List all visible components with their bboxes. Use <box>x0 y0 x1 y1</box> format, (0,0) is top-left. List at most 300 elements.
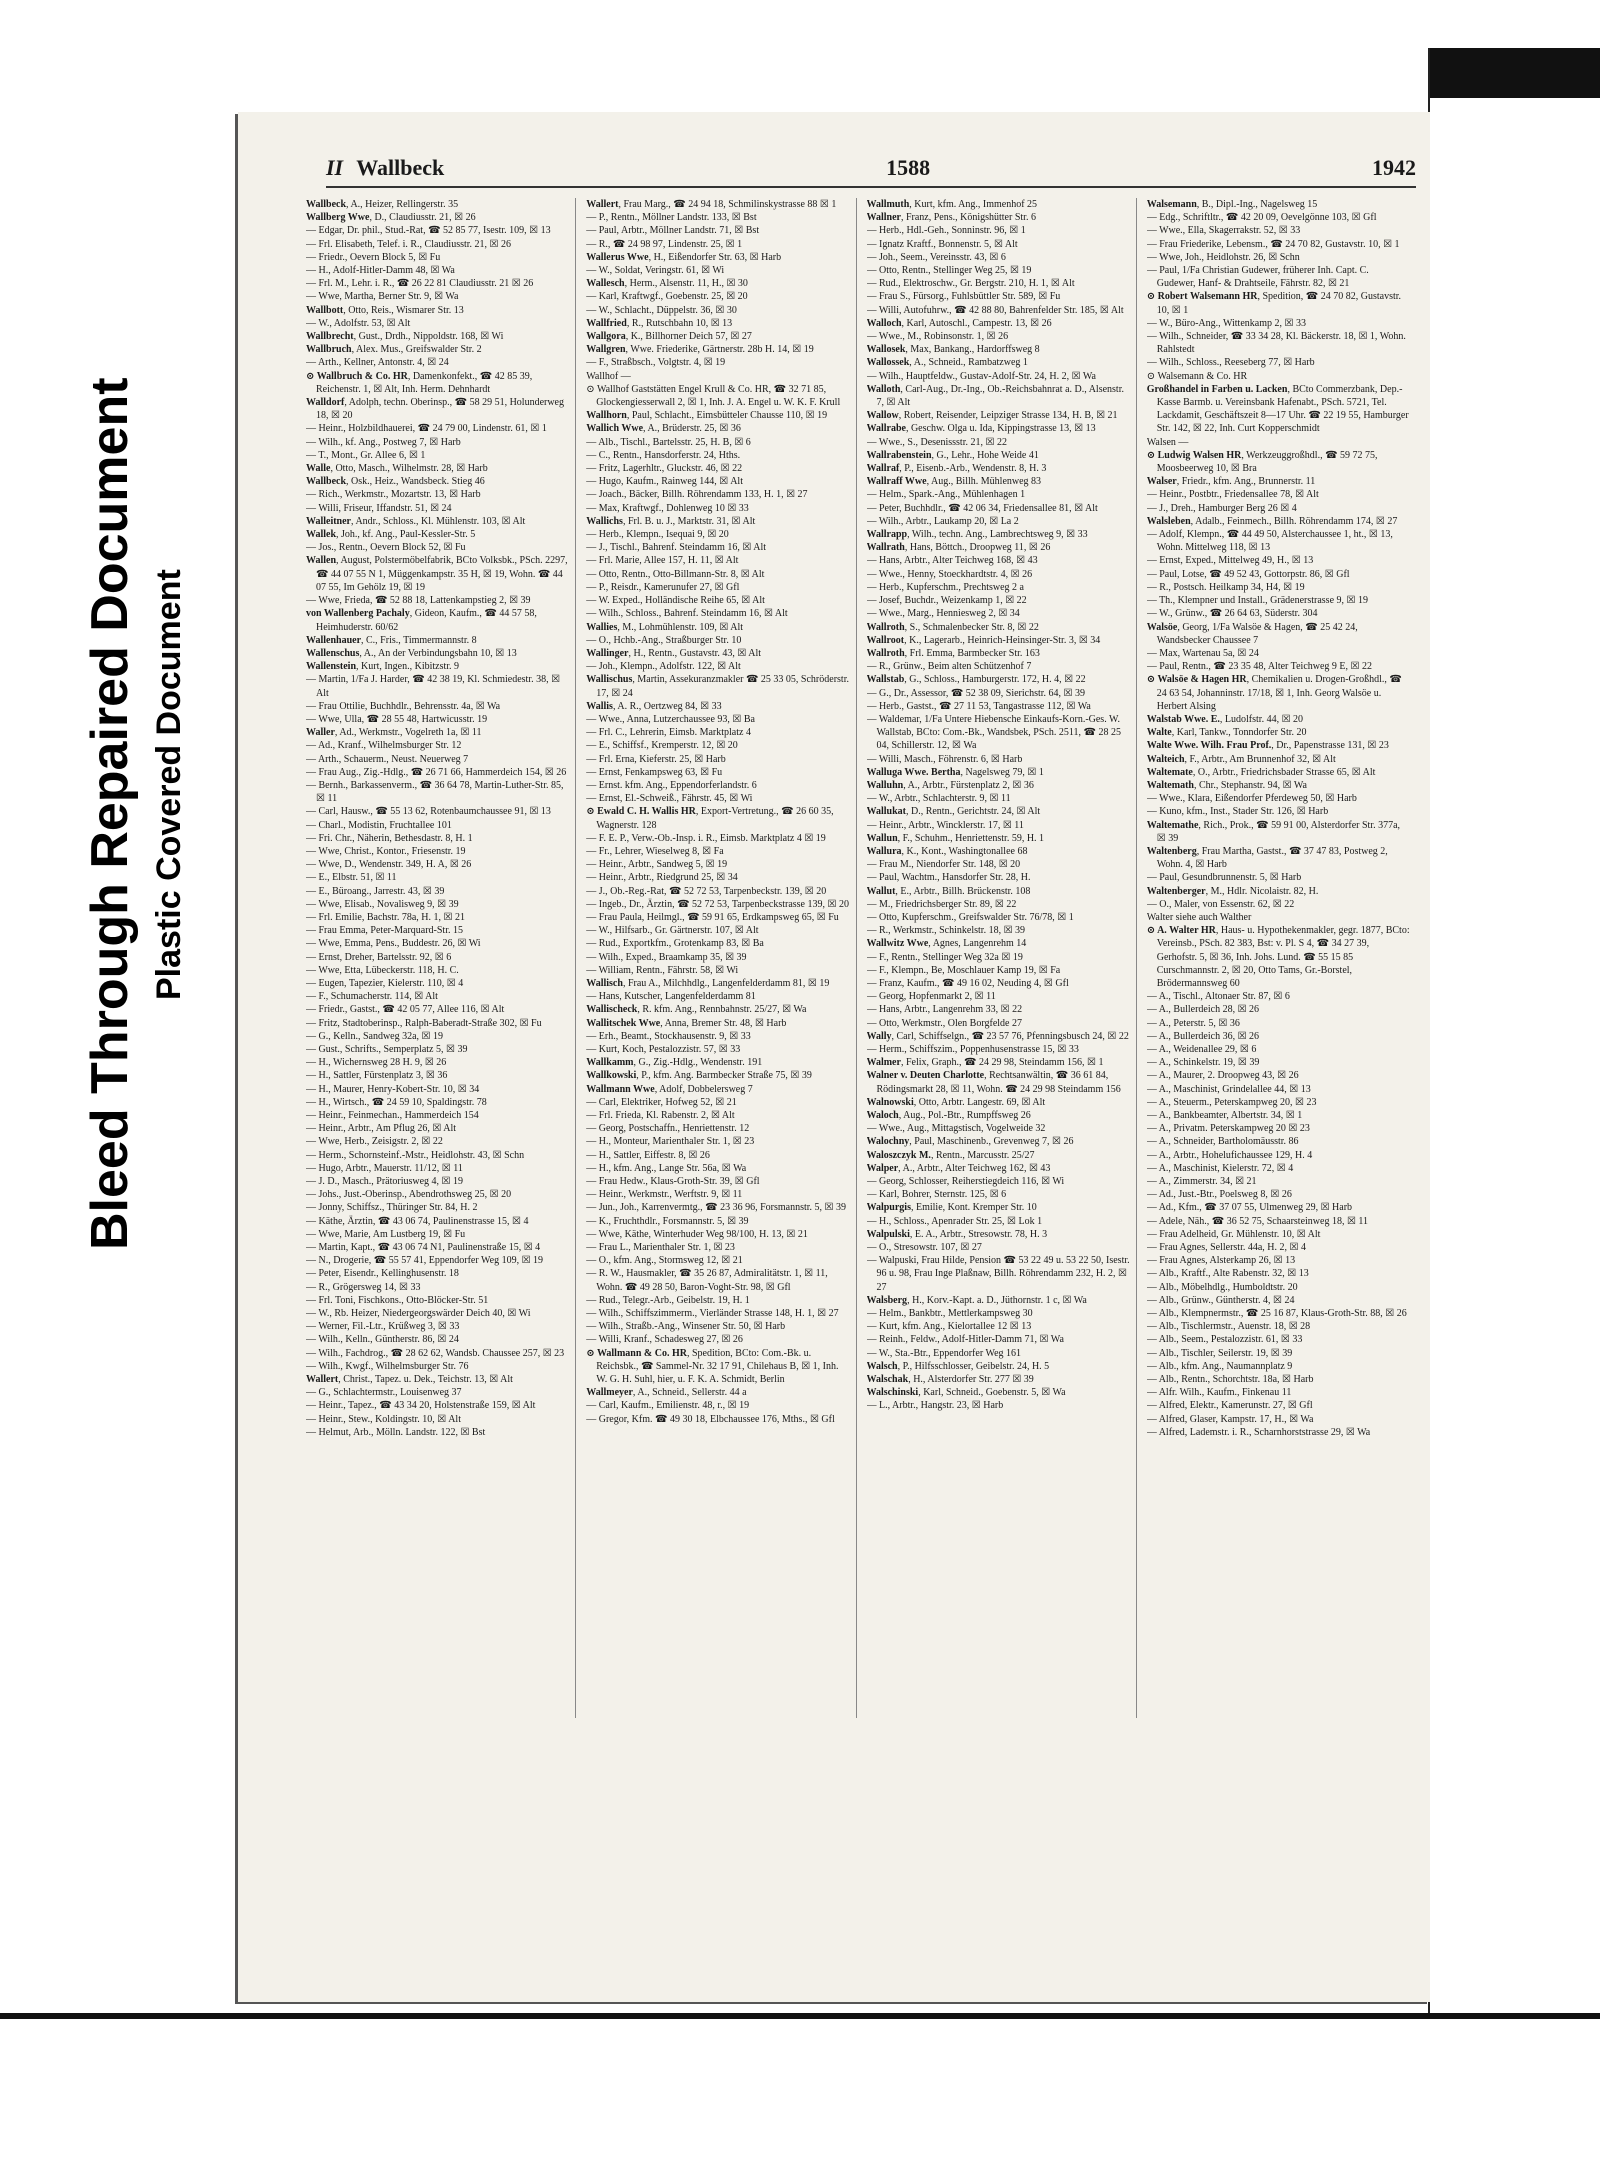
directory-entry: Walte Wwe. Wilh. Frau Prof., Dr., Papenstrasse 131, ☒ 23 <box>1146 740 1389 752</box>
directory-entry: — Otto, Rentn., Stellinger Weg 25, ☒ 19 <box>866 265 1032 277</box>
directory-entry: — Herb., Klempn., Isequai 9, ☒ 20 <box>586 529 729 541</box>
directory-entry: Wallenstein, Kurt, Ingen., Kibitzstr. 9 <box>306 661 460 673</box>
directory-entry: — Peter, Eisendr., Kellinghusenstr. 18 <box>306 1268 459 1280</box>
directory-entry: — Ad., Just.-Btr., Poelsweg 8, ☒ 26 <box>1146 1189 1292 1201</box>
directory-entry: — Paul, Lotse, ☎ 49 52 43, Gottorpstr. 86, ☒ Gfl <box>1146 568 1350 580</box>
directory-entry: — Wwe, Marie, Am Lustberg 19, ☒ Fu <box>306 1228 466 1240</box>
directory-entry: — G., Kelln., Sandweg 32a, ☒ 19 <box>306 1030 444 1042</box>
directory-entry: Walschinski, Karl, Schneid., Goebenstr. 5, ☒ Wa <box>866 1387 1066 1399</box>
directory-entry: — Willi, Friseur, Iffandstr. 51, ☒ 24 <box>306 502 452 514</box>
directory-entry: — Wwe., Henny, Stoeckhardtstr. 4, ☒ 26 <box>866 568 1033 580</box>
directory-entry: — Wwe., Ella, Skagerrakstr. 52, ☒ 33 <box>1146 225 1301 237</box>
directory-page <box>238 112 1430 2002</box>
directory-entry: — J., Tischl., Bahrenf. Steindamm 16, ☒ Alt <box>586 542 767 554</box>
directory-entry: — Herm., Schornsteinf.-Mstr., Heidlohstr. 43, ☒ Schn <box>306 1149 525 1161</box>
directory-entry: — Alfred, Lademstr. i. R., Scharnhorststrasse 29, ☒ Wa <box>1146 1426 1371 1438</box>
directory-entry: — H., Monteur, Marienthaler Str. 1, ☒ 23 <box>586 1136 755 1148</box>
directory-entry: — Edgar, Dr. phil., Stud.-Rat, ☎ 52 85 77, Isestr. 109, ☒ 13 <box>306 225 551 237</box>
directory-entry: — Otto, Werkmstr., Olen Borgfelde 27 <box>866 1017 1022 1029</box>
directory-entry: Wallgora, K., Billhorner Deich 57, ☒ 27 <box>586 331 752 343</box>
directory-entry: Wallesch, Herm., Alsenstr. 11, H., ☒ 30 <box>586 278 748 290</box>
directory-entry: — Carl, Kaufm., Emilienstr. 48, r., ☒ 19 <box>586 1400 750 1412</box>
directory-entry: — H., Wirtsch., ☎ 24 59 10, Spaldingstr. 78 <box>306 1096 487 1108</box>
directory-entry: — Wwe, D., Wendenstr. 349, H. A, ☒ 26 <box>306 859 472 871</box>
directory-entry: — Georg, Schlosser, Reiherstiegdeich 116, ☒ Wi <box>866 1176 1065 1188</box>
directory-entry: Wallkamm, G., Zig.-Hdlg., Wendenstr. 191 <box>586 1057 763 1069</box>
directory-entry: — Wwe., Klara, Eißendorfer Pferdeweg 50, ☒ Harb <box>1146 793 1357 805</box>
directory-entry: — William, Rentn., Fährstr. 58, ☒ Wi <box>586 964 739 976</box>
directory-entry: Wallek, Joh., kf. Ang., Paul-Kessler-Str. 5 <box>306 529 476 541</box>
directory-entry: — Karl, Bohrer, Sternstr. 125, ☒ 6 <box>866 1189 1007 1201</box>
directory-entry: Wallgren, Wwe. Friederike, Gärtnerstr. 28b H. 14, ☒ 19 <box>586 344 814 356</box>
directory-entry: — H., Schloss., Apenrader Str. 25, ☒ Lok 1 <box>866 1215 1043 1227</box>
directory-entry: — Heinr., Postbtr., Friedensallee 78, ☒ Alt <box>1146 489 1319 501</box>
directory-entry: — T., Mont., Gr. Allee 6, ☒ 1 <box>306 449 426 461</box>
directory-entry: — Frau Agnes, Alsterkamp 26, ☒ 13 <box>1146 1255 1296 1267</box>
directory-entry: — W., Büro-Ang., Wittenkamp 2, ☒ 33 <box>1146 317 1306 329</box>
directory-entry: — H., Wichernsweg 28 H. 9, ☒ 26 <box>306 1057 447 1069</box>
directory-entry: — Wwe, Etta, Lübeckerstr. 118, H. C. <box>306 964 459 976</box>
directory-entry: Waller, Ad., Werkmstr., Vogelreth 1a, ☒ 11 <box>306 727 482 739</box>
column-3 <box>867 198 1137 1718</box>
running-head-name: Wallbeck <box>356 155 445 180</box>
directory-entry: — Alb., Rentn., Schorchtstr. 18a, ☒ Harb <box>1146 1374 1314 1386</box>
directory-entry: — Martin, Kapt., ☎ 43 06 74 N1, Paulinenstraße 15, ☒ 4 <box>306 1242 541 1254</box>
directory-entry: — Wwe, Herb., Zeisigstr. 2, ☒ 22 <box>306 1136 443 1148</box>
directory-entry: — Wwe., Marg., Henniesweg 2, ☒ 34 <box>866 608 1020 620</box>
directory-entry: Wallbruch, Alex. Mus., Greifswalder Str. 2 <box>306 344 482 356</box>
directory-entry: — A., Tischl., Altonaer Str. 87, ☒ 6 <box>1146 991 1290 1003</box>
directory-entry: Wallura, K., Kont., Washingtonallee 68 <box>866 845 1028 857</box>
directory-entry: — Josef, Buchdr., Weizenkamp 1, ☒ 22 <box>866 595 1027 607</box>
directory-entry: Wallert, Frau Marg., ☎ 24 94 18, Schmilinskystrasse 88 ☒ 1 <box>586 199 837 210</box>
directory-entry: Wallhorn, Paul, Schlacht., Eimsbütteler Chausse 110, ☒ 19 <box>586 410 828 422</box>
directory-entry: — Frau Agnes, Sellerstr. 44a, H. 2, ☒ 4 <box>1146 1242 1306 1254</box>
directory-entry: ⊙ Walsöe & Hagen HR, Chemikalien u. Drogen-Großhdl., ☎ 24 63 54, Johanninstr. 17/18, ☒ 1, Inh. Georg Walsöe u. Herbert Alsing <box>1146 674 1402 712</box>
directory-entry: — Joach., Bäcker, Billh. Röhrendamm 133, H. 1, ☒ 27 <box>586 489 808 501</box>
directory-entry: — Fri. Chr., Näherin, Bethesdastr. 8, H. 1 <box>306 832 473 844</box>
directory-entry: Wallstab, G., Schloss., Hamburgerstr. 172, H. 4, ☒ 22 <box>866 674 1086 686</box>
directory-entry: Walstab Wwe. E., Ludolfstr. 44, ☒ 20 <box>1146 713 1304 725</box>
directory-entry: Wallert, Christ., Tapez. u. Dek., Teichstr. 13, ☒ Alt <box>306 1374 513 1386</box>
directory-entry: — Alb., Grünw., Güntherstr. 4, ☒ 24 <box>1146 1294 1295 1306</box>
directory-entry: Wallow, Robert, Reisender, Leipziger Strasse 134, H. B, ☒ 21 <box>866 410 1118 422</box>
directory-entry: — W., Soldat, Veringstr. 61, ☒ Wi <box>586 265 725 277</box>
directory-entry: Walsch, P., Hilfsschlosser, Geibelstr. 24, H. 5 <box>866 1360 1050 1372</box>
page-header <box>326 150 1416 188</box>
directory-entry: — W., Rb. Heizer, Niedergeorgswärder Deich 40, ☒ Wi <box>306 1308 531 1320</box>
directory-entry: — Edg., Schriftltr., ☎ 42 20 09, Oevelgönne 103, ☒ Gfl <box>1146 212 1377 224</box>
directory-entry: — Willi, Masch., Föhrenstr. 6, ☒ Harb <box>866 753 1023 765</box>
directory-entry: — Heinr., Arbtr., Wincklerstr. 17, ☒ 11 <box>866 819 1024 831</box>
directory-entry: — Jos., Rentn., Oevern Block 52, ☒ Fu <box>306 542 466 554</box>
directory-entry: — Heinr., Werkmstr., Werftstr. 9, ☒ 11 <box>586 1189 743 1201</box>
directory-entry: — Frl. Elisabeth, Telef. i. R., Claudiusstr. 21, ☒ 26 <box>306 238 512 250</box>
directory-entry: Walluga Wwe. Bertha, Nagelsweg 79, ☒ 1 <box>866 766 1044 778</box>
directory-entry: — A., Steuerm., Peterskampweg 20, ☒ 23 <box>1146 1096 1317 1108</box>
directory-entry: — Carl, Elektriker, Hofweg 52, ☒ 21 <box>586 1096 737 1108</box>
directory-entry: — H., Sattler, Eiffestr. 8, ☒ 26 <box>586 1149 710 1161</box>
directory-entry: — A., Bullerdeich 28, ☒ 26 <box>1146 1004 1260 1016</box>
directory-entry: — O., Stresowstr. 107, ☒ 27 <box>866 1242 982 1254</box>
directory-entry: — Max, Wartenau 5a, ☒ 24 <box>1146 647 1259 659</box>
directory-entry: Wallis, A. R., Oertzweg 84, ☒ 33 <box>586 700 722 712</box>
directory-entry: — Alb., kfm. Ang., Naumannplatz 9 <box>1146 1360 1293 1372</box>
directory-entry: Walsen — <box>1146 436 1189 448</box>
directory-entry: ⊙ Ewald C. H. Wallis HR, Export-Vertretung., ☎ 26 60 35, Wagnerstr. 128 <box>586 806 834 831</box>
directory-entry: Wallroth, Frl. Emma, Barmbecker Str. 163 <box>866 647 1040 659</box>
directory-entry: Wallenhauer, C., Fris., Timmermannstr. 8 <box>306 634 477 646</box>
directory-entry: — R., Werkmstr., Schinkelstr. 18, ☒ 39 <box>866 925 1026 937</box>
directory-entry: Walnowski, Otto, Arbtr. Langestr. 69, ☒ Alt <box>866 1096 1046 1108</box>
directory-entry: Wallenschus, A., An der Verbindungsbahn 10, ☒ 13 <box>306 647 517 659</box>
plastic-covered-label: Plastic Covered Document <box>150 569 188 1000</box>
directory-entry: Wallraff Wwe, Aug., Billh. Mühlenweg 83 <box>866 476 1042 488</box>
directory-entry: — Rich., Werkmstr., Mozartstr. 13, ☒ Harb <box>306 489 481 501</box>
directory-entry: Walochny, Paul, Maschinenb., Grevenweg 7, ☒ 26 <box>866 1136 1074 1148</box>
directory-entry: — W., Schlacht., Düppelstr. 36, ☒ 30 <box>586 304 737 316</box>
directory-entry: — Frl. Emilie, Bachstr. 78a, H. 1, ☒ 21 <box>306 911 465 923</box>
directory-entry: Waltemath, Chr., Stephanstr. 94, ☒ Wa <box>1146 779 1307 791</box>
directory-entry: — J., Dreh., Hamburger Berg 26 ☒ 4 <box>1146 502 1297 514</box>
directory-entry: Walpurgis, Emilie, Kont. Kremper Str. 10 <box>866 1202 1037 1214</box>
directory-entry: Wallen, August, Polstermöbelfabrik, BCto Volksbk., PSch. 2297, ☎ 44 07 55 N 1, Müggenkampstr. 35 H, ☒ 19, Wohn. ☎ 44 07 55, Im Gehölz 19, ☒ 19 <box>306 555 568 593</box>
directory-entry: Wallischeck, R. kfm. Ang., Rennbahnstr. 25/27, ☒ Wa <box>586 1004 807 1016</box>
directory-entry: — Wwe, Martha, Berner Str. 9, ☒ Wa <box>306 291 459 303</box>
directory-entry: — Wwe., M., Robinsonstr. 1, ☒ 26 <box>866 331 1009 343</box>
directory-entry: — Herb., Hdl.-Geh., Sonninstr. 96, ☒ 1 <box>866 225 1026 237</box>
directory-entry: — Max, Kraftwgf., Dohlenweg 10 ☒ 33 <box>586 502 749 514</box>
directory-entry: — Käthe, Ärztin, ☎ 43 06 74, Paulinenstrasse 15, ☒ 4 <box>306 1215 529 1227</box>
directory-entry: Wallosek, Max, Bankang., Hardorffsweg 8 <box>866 344 1040 356</box>
directory-entry: — Franz, Kaufm., ☎ 49 16 02, Neuding 4, ☒ Gfl <box>866 977 1069 989</box>
directory-entry: — Frau S., Fürsorg., Fuhlsbüttler Str. 589, ☒ Fu <box>866 291 1061 303</box>
directory-entry: — Heinr., Stew., Koldingstr. 10, ☒ Alt <box>306 1413 461 1425</box>
directory-entry: — Frau Adelheid, Gr. Mühlenstr. 10, ☒ Alt <box>1146 1228 1321 1240</box>
directory-entry: — P., Reisdr., Kamerunufer 27, ☒ Gfl <box>586 581 740 593</box>
directory-entry: ⊙ Wallhof Gaststätten Engel Krull & Co. HR, ☎ 32 71 85, Glockengiesserwall 2, ☒ 1, Inh. J. A. Engel u. W. K. F. Krull <box>586 383 841 409</box>
directory-entry: — Frl. M., Lehr. i. R., ☎ 26 22 81 Claudiusstr. 21 ☒ 26 <box>306 278 534 290</box>
directory-entry: Walldorf, Adolph, techn. Oberinsp., ☎ 58 29 51, Holunderweg 18, ☒ 20 <box>306 397 564 422</box>
directory-entry: — Georg, Postschaffn., Henriettenstr. 12 <box>586 1123 750 1135</box>
directory-entry: Wallinger, H., Rentn., Gustavstr. 43, ☒ Alt <box>586 647 762 659</box>
directory-entry: Wallberg Wwe, D., Claudiusstr. 21, ☒ 26 <box>306 212 476 224</box>
directory-entry: Wallraf, P., Eisenb.-Arb., Wendenstr. 8, H. 3 <box>866 463 1047 475</box>
directory-entry: — Frau Emma, Peter-Marquard-Str. 15 <box>306 925 463 937</box>
directory-entry: — Willi, Kranf., Schadesweg 27, ☒ 26 <box>586 1334 743 1346</box>
directory-entry: — Adolf, Klempn., ☎ 44 49 50, Alsterchaussee 1, ht., ☒ 13, Wohn. Mittelweg 118, ☒ 13 <box>1146 529 1393 554</box>
directory-entry: ⊙ A. Walter HR, Haus- u. Hypothekenmakler, gegr. 1877, BCto: Vereinsb., PSch. 82 383, Bst: v. Pl. S 4, ☎ 34 27 39, Gerhofstr. 5, ☒ 36, Inh. Johs. Lund. ☎ 55 15 85 Curschmannstr. 2, ☒ 20, Otto Tams, Gr.-Borstel, Brödermannsweg 60 <box>1146 925 1410 989</box>
directory-entry: — Fritz, Stadtoberinsp., Ralph-Baberadt-Straße 302, ☒ Fu <box>306 1017 542 1029</box>
directory-entry: Wallbott, Otto, Reis., Wismarer Str. 13 <box>306 304 464 316</box>
year: 1942 <box>1372 155 1416 180</box>
directory-entry: — Peter, Buchhdlr., ☎ 42 06 34, Friedensallee 81, ☒ Alt <box>866 502 1098 514</box>
directory-entry: Wallitschek Wwe, Anna, Bremer Str. 48, ☒ Harb <box>586 1017 787 1029</box>
directory-entry: — Wwe, Ulla, ☎ 28 55 48, Hartwicusstr. 19 <box>306 713 488 725</box>
directory-entry: — Gust., Schrifts., Semperplatz 5, ☒ 39 <box>306 1044 468 1055</box>
directory-entry: — Wilh., Kelln., Güntherstr. 86, ☒ 24 <box>306 1334 459 1346</box>
directory-entry: Wallmeyer, A., Schneid., Sellerstr. 44 a <box>586 1387 747 1399</box>
directory-entry: — Alb., Kraftf., Alte Rabenstr. 32, ☒ 13 <box>1146 1268 1309 1280</box>
directory-entry: — Wilh., Straßb.-Ang., Winsener Str. 50, ☒ Harb <box>586 1321 786 1333</box>
directory-entry: — Wwe., Aug., Mittagstisch, Vogelweide 32 <box>866 1123 1046 1135</box>
directory-entry: — Frl. Toni, Fischkons., Otto-Blöcker-Str. 51 <box>306 1294 489 1306</box>
running-head <box>326 155 444 181</box>
directory-entry: — Rud., Telegr.-Arb., Geibelstr. 19, H. 1 <box>586 1294 750 1306</box>
directory-entry: — W., Adolfstr. 53, ☒ Alt <box>306 317 411 329</box>
directory-entry: — Ernst, El.-Schweiß., Fährstr. 45, ☒ Wi <box>586 793 753 805</box>
directory-entry: — Alfred, Glaser, Kampstr. 17, H., ☒ Wa <box>1146 1413 1314 1425</box>
directory-entry: — Jonny, Schiffsz., Thüringer Str. 84, H. 2 <box>306 1202 478 1214</box>
directory-entry: — Heinr., Arbtr., Am Pflug 26, ☒ Alt <box>306 1123 457 1135</box>
directory-entry: — Hugo, Arbtr., Mauerstr. 11/12, ☒ 11 <box>306 1162 463 1174</box>
directory-entry: — Walpuski, Frau Hilde, Pension ☎ 53 22 49 u. 53 22 50, Isestr. 96 u. 98, Frau Inge Plaßnaw, Billh. Röhrendamm 232, H. 2, ☒ 27 <box>866 1255 1130 1293</box>
directory-entry: — R., ☎ 24 98 97, Lindenstr. 25, ☒ 1 <box>586 238 743 250</box>
directory-entry: — Wwe, Käthe, Winterhuder Weg 98/100, H. 13, ☒ 21 <box>586 1228 808 1240</box>
directory-entry: — Erh., Beamt., Stockhausenstr. 9, ☒ 33 <box>586 1030 751 1042</box>
directory-entry: Waloszczyk M., Rentn., Marcusstr. 25/27 <box>866 1149 1035 1161</box>
directory-entry: — Ignatz Kraftf., Bonnenstr. 5, ☒ Alt <box>866 238 1018 250</box>
directory-entry: — Joh., Seem., Vereinsstr. 43, ☒ 6 <box>866 251 1006 263</box>
directory-entry: — A., Schinkelstr. 19, ☒ 39 <box>1146 1057 1260 1069</box>
directory-entry: Walte, Karl, Tankw., Tonndorfer Str. 20 <box>1146 727 1307 739</box>
directory-entry: — R., Postsch. Heilkamp 34, H4, ☒ 19 <box>1146 581 1305 593</box>
directory-entry: — Frau M., Niendorfer Str. 148, ☒ 20 <box>866 859 1021 871</box>
directory-entry: — E., Schiffsf., Kremperstr. 12, ☒ 20 <box>586 740 738 752</box>
directory-columns <box>306 198 1416 1718</box>
directory-entry: — Fr., Lehrer, Wieselweg 8, ☒ Fa <box>586 845 724 857</box>
directory-entry: — Ernst. kfm. Ang., Eppendorferlandstr. 6 <box>586 779 757 791</box>
directory-entry: — Paul, Rentn., ☎ 23 35 48, Alter Teichweg 9 E, ☒ 22 <box>1146 661 1372 673</box>
directory-entry: — W. Exped., Holländische Reihe 65, ☒ Alt <box>586 595 765 607</box>
directory-entry: — O., Maler, von Essenstr. 62, ☒ 22 <box>1146 898 1295 910</box>
directory-entry: Walpulski, E. A., Arbtr., Stresowstr. 78, H. 3 <box>866 1228 1048 1240</box>
directory-entry: — Wilh., Kwgf., Wilhelmsburger Str. 76 <box>306 1360 469 1372</box>
directory-entry: — Adele, Näh., ☎ 36 52 75, Schaarsteinweg 18, ☒ 11 <box>1146 1215 1369 1227</box>
scan-dark-corner <box>1430 48 1600 98</box>
directory-entry: — F., Klempn., Be, Moschlauer Kamp 19, ☒ Fa <box>866 964 1061 976</box>
directory-entry: — Alb., Tischl., Bartelsstr. 25, H. B, ☒ 6 <box>586 436 751 448</box>
directory-entry: — Hans, Arbtr., Langenrehm 33, ☒ 22 <box>866 1004 1023 1016</box>
directory-entry: — Alfr. Wilh., Kaufm., Finkenau 11 <box>1146 1387 1292 1399</box>
directory-entry: — Waldemar, 1/Fa Untere Hiebensche Einkaufs-Korn.-Ges. W. Wallstab, BCto: Com.-Bk., Wandsbek, PSch. 2511, ☎ 28 25 04, Schillerstr. 12, ☒ Wa <box>866 713 1121 752</box>
directory-entry: Walsberg, H., Korv.-Kapt. a. D., Jüthornstr. 1 c, ☒ Wa <box>866 1294 1087 1306</box>
directory-entry: — Helm., Spark.-Ang., Mühlenhagen 1 <box>866 489 1026 501</box>
directory-entry: — Kurt, kfm. Ang., Kielortallee 12 ☒ 13 <box>866 1321 1032 1333</box>
directory-entry: — Paul, Wachtm., Hansdorfer Str. 28, H. <box>866 872 1031 884</box>
directory-entry: — M., Friedrichsberger Str. 89, ☒ 22 <box>866 898 1017 910</box>
directory-entry: — C., Rentn., Hansdorferstr. 24, Hths. <box>586 449 741 461</box>
directory-entry: — A., Arbtr., Hohelufichaussee 129, H. 4 <box>1146 1149 1313 1161</box>
directory-entry: — Helmut, Arb., Mölln. Landstr. 122, ☒ Bst <box>306 1426 486 1438</box>
directory-entry: — Herb., Gastst., ☎ 27 11 53, Tangastrasse 112, ☒ Wa <box>866 700 1091 712</box>
directory-entry: — Wilh., Schiffszimmerm., Vierländer Strasse 148, H. 1, ☒ 27 <box>586 1308 839 1320</box>
directory-entry: — Heinr., Holzbildhauerei, ☎ 24 79 00, Lindenstr. 61, ☒ 1 <box>306 423 547 435</box>
directory-entry: — Arth., Kellner, Antonstr. 4, ☒ 24 <box>306 357 449 369</box>
directory-entry: — Herm., Schiffszim., Poppenhusenstrasse 15, ☒ 33 <box>866 1044 1079 1055</box>
directory-entry: — Ad., Kranf., Wilhelmsburger Str. 12 <box>306 740 462 752</box>
directory-entry: — Frau Hedw., Klaus-Groth-Str. 39, ☒ Gfl <box>586 1176 760 1188</box>
directory-entry: Wallner, Franz, Pens., Königshütter Str. 6 <box>866 212 1036 224</box>
directory-entry: Wallkowski, P., kfm. Ang. Barmbecker Straße 75, ☒ 39 <box>586 1070 812 1082</box>
directory-entry: — J., Ob.-Reg.-Rat, ☎ 52 72 53, Tarpenbeckstr. 139, ☒ 20 <box>586 885 827 897</box>
directory-entry: — Bernh., Barkassenverm., ☎ 36 64 78, Martin-Luther-Str. 85, ☒ 11 <box>306 779 564 805</box>
directory-entry: — A., Schneider, Bartholomäusstr. 86 <box>1146 1136 1299 1148</box>
directory-entry: — Wilh., Schneider, ☎ 33 34 28, Kl. Bäckerstr. 18, ☒ 1, Wohn. Rahlstedt <box>1146 331 1406 356</box>
directory-entry: Wallfried, R., Rutschbahn 10, ☒ 13 <box>586 317 733 329</box>
directory-entry: — Frl. Frieda, Kl. Rabenstr. 2, ☒ Alt <box>586 1110 735 1122</box>
directory-entry: — Hugo, Kaufm., Rainweg 144, ☒ Alt <box>586 476 743 488</box>
directory-entry: — Wwe., Anna, Lutzerchaussee 93, ☒ Ba <box>586 713 755 725</box>
directory-entry: Wallroth, S., Schmalenbecker Str. 8, ☒ 22 <box>866 621 1039 633</box>
directory-entry: — Helm., Bankbtr., Mettlerkampsweg 30 <box>866 1308 1033 1320</box>
directory-entry: Wallich Wwe, A., Brüderstr. 25, ☒ 36 <box>586 423 741 435</box>
directory-entry: — Alb., Tischlermstr., Auenstr. 18, ☒ 28 <box>1146 1321 1311 1333</box>
directory-entry: — O., kfm. Ang., Stormsweg 12, ☒ 21 <box>586 1255 743 1267</box>
directory-entry: Großhandel in Farben u. Lacken, BCto Commerzbank, Dep.-Kasse Barmb. u. Vereinsbank Hafenabt., PSch. 5721, Tel. Lackdamit, Geschäftszeit 8—17 Uhr. ☎ 22 19 55, Hamburger Str. 142, ☒ 22, Inh. Curt Kopperschmidt <box>1146 383 1409 435</box>
directory-entry: — K., Fruchthdlr., Forsmannstr. 5, ☒ 39 <box>586 1215 749 1227</box>
directory-entry: — Heinr., Tapez., ☎ 43 34 20, Holstenstraße 159, ☒ Alt <box>306 1400 536 1412</box>
directory-entry: Waltemathe, Rich., Prok., ☎ 59 91 00, Alsterdorfer Str. 377a, ☒ 39 <box>1146 819 1401 844</box>
directory-entry: Wallrapp, Wilh., techn. Ang., Lambrechtsweg 9, ☒ 33 <box>866 529 1088 541</box>
directory-entry: — E., Elbstr. 51, ☒ 11 <box>306 872 397 884</box>
directory-entry: — Alb., Tischler, Seilerstr. 19, ☒ 39 <box>1146 1347 1293 1359</box>
directory-entry: Wallichs, Frl. B. u. J., Marktstr. 31, ☒ Alt <box>586 515 756 527</box>
directory-entry: — Frau Friederike, Lebensm., ☎ 24 70 82, Gustavstr. 10, ☒ 1 <box>1146 238 1400 250</box>
directory-entry: — W., Arbtr., Schlachterstr. 9, ☒ 11 <box>866 793 1011 805</box>
directory-entry: Walloch, Karl, Autoschl., Campestr. 13, ☒ 26 <box>866 317 1052 329</box>
directory-entry: — N., Drogerie, ☎ 55 57 41, Eppendorfer Weg 109, ☒ 19 <box>306 1255 544 1267</box>
directory-entry: — Ingeb., Dr., Ärztin, ☎ 52 72 53, Tarpenbeckstrasse 139, ☒ 20 <box>586 898 849 910</box>
directory-entry: Walser, Friedr., kfm. Ang., Brunnerstr. 11 <box>1146 476 1316 488</box>
directory-entry: Walsemann, B., Dipl.-Ing., Nagelsweg 15 <box>1146 199 1318 210</box>
directory-entry: — A., Maurer, 2. Droopweg 43, ☒ 26 <box>1146 1070 1299 1082</box>
column-2 <box>586 198 856 1718</box>
directory-entry: Wallhof — <box>586 370 631 382</box>
directory-entry: — Werner, Fil.-Ltr., Krüßweg 3, ☒ 33 <box>306 1321 460 1333</box>
directory-entry: — Gregor, Kfm. ☎ 49 30 18, Elbchaussee 176, Mths., ☒ Gfl <box>586 1413 835 1425</box>
directory-entry: Walteich, F., Arbtr., Am Brunnenhof 32, ☒ Alt <box>1146 753 1336 765</box>
directory-entry: Wallwitz Wwe, Agnes, Langenrehm 14 <box>866 938 1027 950</box>
directory-entry: Walloth, Carl-Aug., Dr.-Ing., Ob.-Reichsbahnrat a. D., Alsenstr. 7, ☒ Alt <box>866 383 1124 409</box>
directory-entry: — Kurt, Koch, Pestalozzistr. 57, ☒ 33 <box>586 1044 741 1055</box>
directory-entry: — Alb., Seem., Pestalozzistr. 61, ☒ 33 <box>1146 1334 1303 1346</box>
directory-entry: Wallischus, Martin, Assekuranzmakler ☎ 25 33 05, Schröderstr. 17, ☒ 24 <box>586 674 849 699</box>
directory-entry: — L., Arbtr., Hangstr. 23, ☒ Harb <box>866 1400 1004 1412</box>
directory-entry: — Wwe, Elisab., Novalisweg 9, ☒ 39 <box>306 898 459 910</box>
directory-entry: Wallmann Wwe, Adolf, Dobbelersweg 7 <box>586 1083 753 1095</box>
directory-entry: Walluhn, A., Arbtr., Fürstenplatz 2, ☒ 36 <box>866 779 1034 791</box>
directory-entry: Wallies, M., Lohmühlenstr. 109, ☒ Alt <box>586 621 744 633</box>
directory-entry: — Rud., Elektroschw., Gr. Bergstr. 210, H. 1, ☒ Alt <box>866 278 1075 290</box>
directory-entry: — A., Peterstr. 5, ☒ 36 <box>1146 1017 1240 1029</box>
directory-entry: — Ernst, Dreher, Bartelsstr. 92, ☒ 6 <box>306 951 452 963</box>
directory-entry: — Rud., Exportkfm., Grotenkamp 83, ☒ Ba <box>586 938 764 950</box>
directory-entry: — H., Sattler, Fürstenplatz 3, ☒ 36 <box>306 1070 448 1082</box>
directory-entry: — Wwe, Joh., Heidlohstr. 26, ☒ Schn <box>1146 251 1300 263</box>
directory-entry: — Otto, Rentn., Otto-Billmann-Str. 8, ☒ Alt <box>586 568 765 580</box>
directory-entry: — Joh., Klempn., Adolfstr. 122, ☒ Alt <box>586 661 741 673</box>
directory-entry: — Wwe, Emma, Pens., Buddestr. 26, ☒ Wi <box>306 938 481 950</box>
directory-entry: — F. E. P., Verw.-Ob.-Insp. i. R., Eimsb. Marktplatz 4 ☒ 19 <box>586 832 826 844</box>
directory-entry: — J. D., Masch., Prätoriusweg 4, ☒ 19 <box>306 1176 464 1188</box>
scan-right-margin <box>1428 48 1600 2013</box>
directory-entry: — H., Maurer, Henry-Kobert-Str. 10, ☒ 34 <box>306 1083 480 1095</box>
directory-entry: ⊙ Robert Walsemann HR, Spedition, ☎ 24 70 82, Gustavstr. 10, ☒ 1 <box>1146 291 1402 316</box>
directory-entry: ⊙ Walsemann & Co. HR <box>1146 370 1248 382</box>
directory-entry: — Johs., Just.-Oberinsp., Abendrothsweg 25, ☒ 20 <box>306 1189 512 1201</box>
volume-number: II <box>326 155 344 180</box>
directory-entry: Wallrath, Hans, Böttch., Droopweg 11, ☒ 26 <box>866 542 1051 554</box>
directory-entry: Wallossek, A., Schneid., Rambatzweg 1 <box>866 357 1028 369</box>
directory-entry: — Wilh., Fachdrog., ☎ 28 62 62, Wandsb. Chaussee 257, ☒ 23 <box>306 1347 565 1359</box>
column-4 <box>1147 198 1416 1718</box>
directory-entry: Waltemate, O., Arbtr., Friedrichsbader Strasse 65, ☒ Alt <box>1146 766 1376 778</box>
directory-entry: — Frl. Erna, Kieferstr. 25, ☒ Harb <box>586 753 726 765</box>
directory-entry: — Karl, Kraftwgf., Goebenstr. 25, ☒ 20 <box>586 291 748 303</box>
directory-entry: — G., Schlachtermstr., Louisenweg 37 <box>306 1387 462 1399</box>
directory-entry: — R., Grögersweg 14, ☒ 33 <box>306 1281 421 1293</box>
directory-entry: — Wwe, Christ., Kontor., Friesenstr. 19 <box>306 845 466 857</box>
directory-entry: Walle, Otto, Masch., Wilhelmstr. 28, ☒ Harb <box>306 463 488 475</box>
directory-entry: Wallmuth, Kurt, kfm. Ang., Immenhof 25 <box>866 199 1038 210</box>
directory-entry: — Frau Ottilie, Buchhdlr., Behrensstr. 4a, ☒ Wa <box>306 700 501 712</box>
directory-entry: ⊙ Wallmann & Co. HR, Spedition, BCto: Com.-Bk. u. Reichsbk., ☎ Sammel-Nr. 32 17 91, Chilehaus B, ☒ 1, Inh. W. G. H. Suhl, hier, u. F. K. A. Schmidt, Berlin <box>586 1347 839 1386</box>
directory-entry: — R. W., Hausmakler, ☎ 35 26 87, Admiralitätstr. 1, ☒ 11, Wohn. ☎ 49 28 50, Baron-Voght-Str. 98, ☒ Gfl <box>586 1268 828 1293</box>
directory-entry: Wallut, E., Arbtr., Billh. Brückenstr. 108 <box>866 885 1031 897</box>
directory-entry: Walschak, H., Alsterdorfer Str. 277 ☒ 39 <box>866 1374 1034 1386</box>
directory-entry: — Paul, Gesundbrunnenstr. 5, ☒ Harb <box>1146 872 1302 884</box>
directory-entry: — Heinr., Feinmechan., Hammerdeich 154 <box>306 1110 479 1122</box>
directory-entry: — H., Adolf-Hitler-Damm 48, ☒ Wa <box>306 265 455 277</box>
directory-entry: Wallbeck, A., Heizer, Rellingerstr. 35 <box>306 199 459 210</box>
directory-entry: — Wilh., Arbtr., Laukamp 20, ☒ La 2 <box>866 515 1019 527</box>
directory-entry: — A., Bullerdeich 36, ☒ 26 <box>1146 1030 1260 1042</box>
directory-entry: — Friedr., Oevern Block 5, ☒ Fu <box>306 251 441 263</box>
directory-entry: — Frau Aug., Zig.-Hdlg., ☎ 26 71 66, Hammerdeich 154, ☒ 26 <box>306 766 567 778</box>
directory-entry: Walter siehe auch Walther <box>1146 911 1252 923</box>
directory-entry: — Alfred, Elektr., Kamerunstr. 27, ☒ Gfl <box>1146 1400 1313 1412</box>
directory-entry: — Hans, Kutscher, Langenfelderdamm 81 <box>586 991 756 1003</box>
directory-entry: — Otto, Kupferschm., Greifswalder Str. 76/78, ☒ 1 <box>866 911 1074 923</box>
directory-entry: Wallun, F., Schuhm., Henriettenstr. 59, H. 1 <box>866 832 1045 844</box>
directory-entry: — O., Hchb.-Ang., Straßburger Str. 10 <box>586 634 742 646</box>
directory-entry: Walleitner, Andr., Schloss., Kl. Mühlenstr. 103, ☒ Alt <box>306 515 526 527</box>
directory-entry: — Paul, 1/Fa Christian Gudewer, früherer Inh. Capt. C. Gudewer, Hanf- & Drahtseile, Fährstr. 82, ☒ 21 <box>1146 265 1369 290</box>
directory-entry: — Eugen, Tapezier, Kielerstr. 110, ☒ 4 <box>306 977 464 989</box>
directory-entry: Walmer, Felix, Graph., ☎ 24 29 98, Steindamm 156, ☒ 1 <box>866 1057 1104 1069</box>
directory-entry: — Herb., Kupferschm., Prechtsweg 2 a <box>866 581 1024 593</box>
directory-entry: — Kuno, kfm., Inst., Stader Str. 126, ☒ Harb <box>1146 806 1329 818</box>
directory-entry: Wallukat, D., Rentn., Gerichtstr. 24, ☒ Alt <box>866 806 1041 818</box>
directory-entry: — Heinr., Arbtr., Riedgrund 25, ☒ 34 <box>586 872 738 884</box>
directory-entry: — Carl, Hausw., ☎ 55 13 62, Rotenbaumchaussee 91, ☒ 13 <box>306 806 551 818</box>
directory-entry: — W., Hilfsarb., Gr. Gärtnerstr. 107, ☒ Alt <box>586 925 759 937</box>
directory-entry: ⊙ Wallbruch & Co. HR, Damenkonfekt., ☎ 42 85 39, Reichenstr. 1, ☒ Alt, Inh. Herm. Dehnhardt <box>306 370 533 395</box>
directory-entry: — Frl. C., Lehrerin, Eimsb. Marktplatz 4 <box>586 727 751 739</box>
directory-entry: — Jun., Joh., Karrenvermtg., ☎ 23 36 96, Forsmannstr. 5, ☒ 39 <box>586 1202 846 1214</box>
directory-entry: — A., Maschinist, Kielerstr. 72, ☒ 4 <box>1146 1162 1294 1174</box>
directory-entry: — Ernst, Exped., Mittelweg 49, H., ☒ 13 <box>1146 555 1314 567</box>
directory-entry: — G., Dr., Assessor, ☎ 52 38 09, Sierichstr. 64, ☒ 39 <box>866 687 1086 699</box>
directory-entry: — Wwe., S., Desenissstr. 21, ☒ 22 <box>866 436 1007 448</box>
directory-entry: — R., Grünw., Beim alten Schützenhof 7 <box>866 661 1032 673</box>
directory-entry: — Fritz, Lagerhltr., Gluckstr. 46, ☒ 22 <box>586 463 743 475</box>
directory-entry: — W., Sta.-Btr., Eppendorfer Weg 161 <box>866 1347 1022 1359</box>
directory-entry: Walsöe, Georg, 1/Fa Walsöe & Hagen, ☎ 25 42 24, Wandsbecker Chaussee 7 <box>1146 621 1358 646</box>
directory-entry: Wallerus Wwe, H., Eißendorfer Str. 63, ☒ Harb <box>586 251 782 263</box>
directory-entry: — Alb., Klempnermstr., ☎ 25 16 87, Klaus-Groth-Str. 88, ☒ 26 <box>1146 1308 1407 1320</box>
